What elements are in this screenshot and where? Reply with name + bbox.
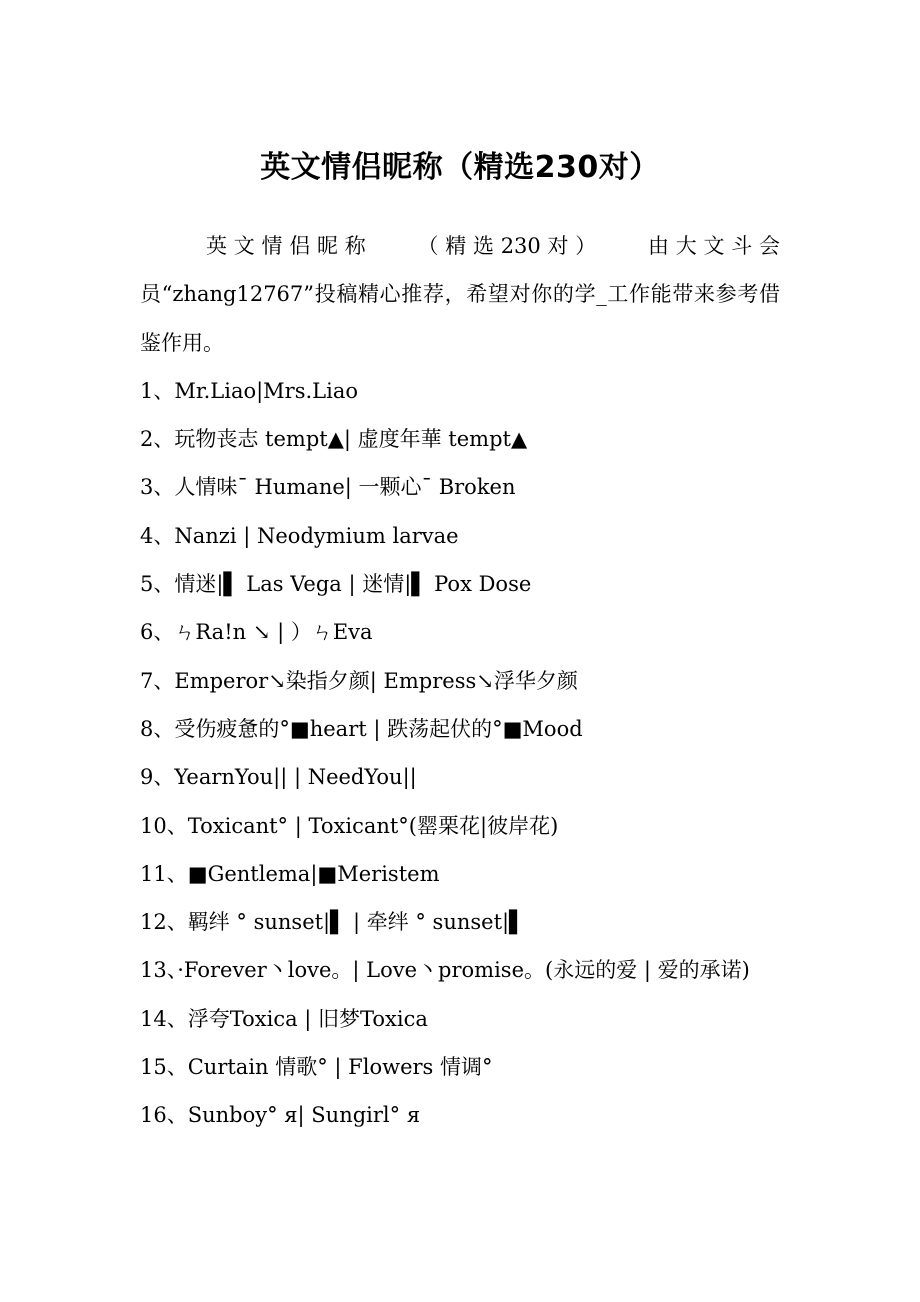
list-item (140, 657, 780, 705)
item-text: Emperor↘染指夕颜| Empress↘浮华夕颜 (174, 668, 578, 693)
item-number: 4、 (140, 523, 175, 548)
item-text: 浮夸Toxica | 旧梦Toxica (187, 1006, 428, 1031)
item-number: 9、 (140, 765, 175, 790)
item-number: 16、 (140, 1103, 188, 1128)
item-text: ■Gentlema|■Meristem (187, 861, 440, 886)
item-text: Curtain 情歌° | Flowers 情调° (187, 1055, 493, 1080)
list-item (140, 850, 780, 898)
item-number: 8、 (140, 716, 175, 741)
document-title: 英文情侣昵称（精选230对） (260, 150, 660, 185)
item-text: ·Forever丶love。| Love丶promise。(永远的爱 | 爱的承诺) (177, 958, 750, 983)
item-number: 10、 (140, 813, 188, 838)
item-number: 13、 (140, 958, 178, 983)
list-item (140, 946, 780, 994)
item-text: Toxicant° | Toxicant°(罂栗花|彼岸花) (187, 813, 559, 838)
item-text: Nanzi | Neodymium larvae (174, 523, 459, 548)
list-item (140, 1043, 780, 1091)
item-number: 11、 (140, 861, 188, 886)
item-number: 3、 (140, 475, 175, 500)
item-number: 14、 (140, 1006, 188, 1031)
item-number: 15、 (140, 1055, 188, 1080)
list-item (140, 1091, 780, 1139)
list-item (140, 512, 780, 560)
item-text: 人情味ˉ Humane| 一颗心ˉ Broken (174, 475, 516, 500)
list-item (140, 802, 780, 850)
item-number: 7、 (140, 668, 175, 693)
list-item (140, 367, 780, 415)
item-text: ㄣRa!n ↘ | ）ㄣEva (174, 620, 373, 645)
nickname-list (140, 367, 780, 1140)
item-text: 受伤疲惫的°■heart | 跌荡起伏的°■Mood (174, 716, 583, 741)
intro-paragraph: 英文情侣昵称 （精选230对） 由大文斗会员“zhang12767”投稿精心推荐，希望对你的学_工作能带来参考借鉴作用。 (140, 234, 780, 355)
item-text: YearnYou|| | NeedYou|| (174, 765, 417, 790)
list-item (140, 705, 780, 753)
list-item (140, 753, 780, 801)
item-number: 6、 (140, 620, 175, 645)
list-item (140, 560, 780, 608)
item-number: 5、 (140, 572, 175, 597)
item-number: 12、 (140, 910, 188, 935)
item-number: 2、 (140, 427, 175, 452)
list-item (140, 608, 780, 656)
item-text: Sunboy° я| Sungirl° я (187, 1103, 421, 1128)
item-text: 玩物丧志 tempt▲| 虚度年華 tempt▲ (174, 427, 528, 452)
list-item (140, 415, 780, 463)
list-item (140, 995, 780, 1043)
item-text: 情迷|▌ Las Vega | 迷情|▌ Pox Dose (174, 572, 532, 597)
item-number: 1、 (140, 378, 175, 403)
item-text: Mr.Liao|Mrs.Liao (174, 378, 359, 403)
item-text: 羁绊 ° sunset|▌ | 牵绊 ° sunset|▌ (187, 910, 526, 935)
document-body (140, 222, 780, 1140)
list-item (140, 463, 780, 511)
list-item (140, 898, 780, 946)
